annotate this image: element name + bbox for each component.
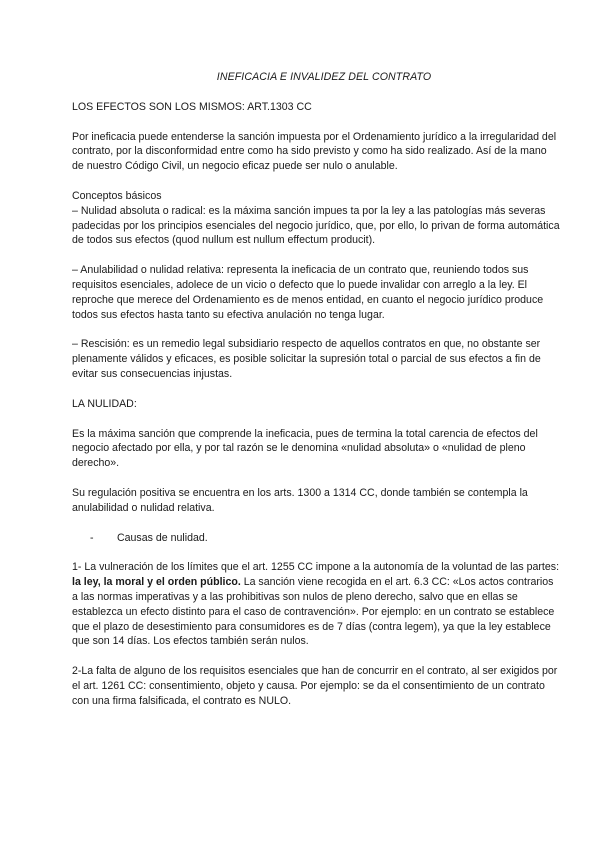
anulabilidad-paragraph: – Anulabilidad o nulidad relativa: representa la ineficacia de un contrato que, reuniendo todos sus requisitos esenciales, adolece de un vicio o defecto que lo puede invalidar con arreglo a la ley. El reproche que merece del Ordenamiento es de menos entidad, en cuanto el negocio jurídico produce todos sus efectos hasta tanto su efectiva anulación no tenga lugar. <box>72 264 544 321</box>
causa-2-paragraph: 2-La falta de alguno de los requisitos esenciales que han de concurrir en el contrato, al ser exigidos por el art. 1261 CC: consentimiento, objeto y causa. Por ejemplo: se da el consentimiento de un contrato con una firma falsificada, el contrato es NULO. <box>72 665 558 707</box>
causa-1-bold: la ley, la moral y el orden público. <box>72 576 241 589</box>
heading-nulidad: LA NULIDAD: <box>72 397 137 410</box>
intro-paragraph: Por ineficacia puede entenderse la sanción impuesta por el Ordenamiento jurídico a la irregularidad del contrato, por la disconformidad entre como ha sido previsto y como ha sido realizado. Así de la mano de nuestro Código Civil, un negocio eficaz puede ser nulo o anulable. <box>72 130 557 173</box>
document-title: INEFICACIA E INVALIDEZ DEL CONTRATO <box>216 71 432 83</box>
causa-1-paragraph <box>72 560 560 649</box>
heading-efectos: LOS EFECTOS SON LOS MISMOS: ART.1303 CC <box>72 100 312 113</box>
nulidad-definition: Es la máxima sanción que comprende la ineficacia, pues de termina la total carencia de efectos del negocio afectado por ella, y por tal razón se le denomina «nulidad absoluta» o «nulidad de pleno derecho». <box>72 427 538 470</box>
causas-bullet <box>90 531 560 546</box>
rescision-paragraph: – Rescisión: es un remedio legal subsidiario respecto de aquellos contratos en que, no obstante ser plenamente válidos y eficaces, es posible solicitar la supresión total o parcial de sus efectos a fin de evitar sus consecuencias injustas. <box>72 338 541 380</box>
causa-1-text-a: 1- La vulneración de los límites que el art. 1255 CC impone a la autonomía de la voluntad de las partes: <box>72 561 560 574</box>
nulidad-absoluta-paragraph: – Nulidad absoluta o radical: es la máxima sanción impues ta por la ley a las patologías más severas padecidas por los principios esenciales del negocio jurídico, que, por ello, lo privan de forma automática de todos sus efectos (quod nullum est nullum effectum producit). <box>72 204 560 247</box>
conceptos-heading: Conceptos básicos <box>72 189 162 202</box>
regulacion-paragraph: Su regulación positiva se encuentra en los arts. 1300 a 1314 CC, donde también se contempla la anulabilidad o nulidad relativa. <box>72 486 528 514</box>
causa-1-text-b: La sanción viene recogida en el art. 6.3 CC: «Los actos contrarios a las normas imperativas y a las prohibitivas son nulos de pleno derecho, salvo que en ellas se establezca un efecto distinto para el caso de contravención». Por ejemplo: en un contrato se establece que el plazo de desestimiento para consumidores es de 7 días (contra legem), ya que la ley establece que son 14 días. Los efectos también serán nulos. <box>72 576 555 648</box>
bullet-dash: - <box>90 531 94 544</box>
causas-label: Causas de nulidad. <box>117 531 208 544</box>
